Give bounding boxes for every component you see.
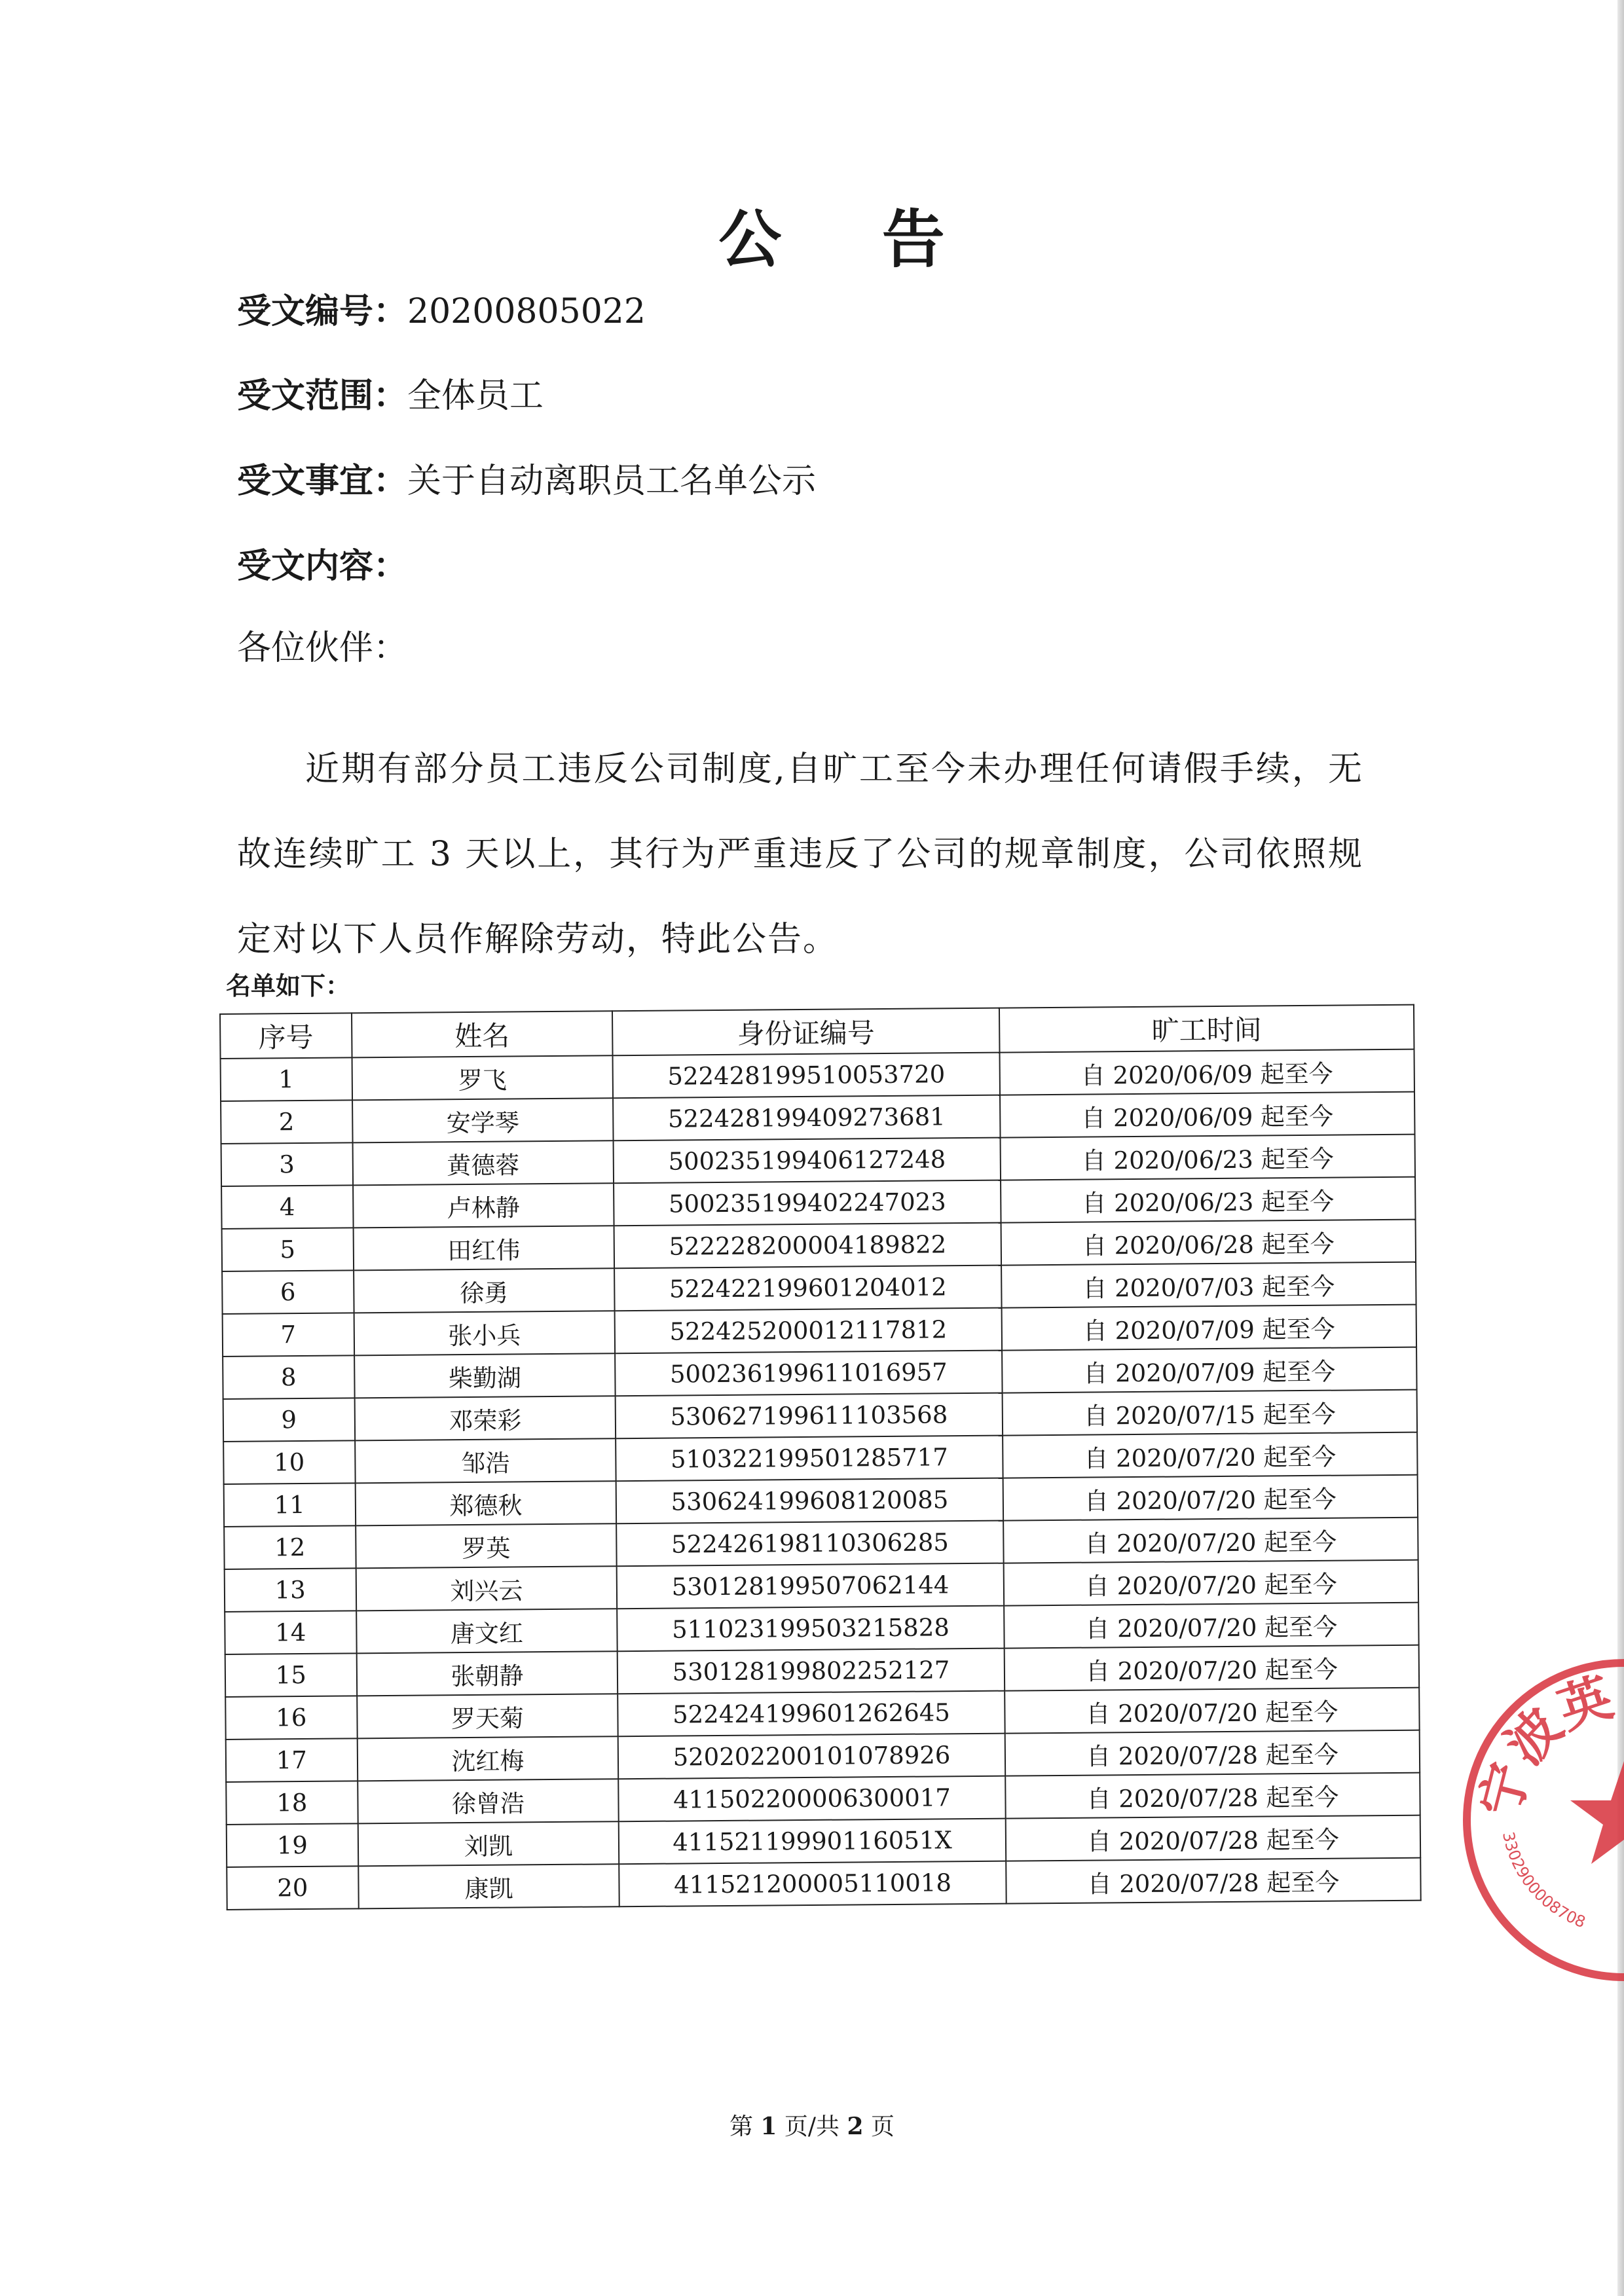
employee-name-cell: 刘凯	[358, 1821, 619, 1866]
scope-value: 全体员工	[407, 376, 544, 416]
id-number-cell: 522426198110306285	[616, 1521, 1003, 1567]
row-index-cell: 11	[224, 1483, 356, 1527]
id-number-cell: 511023199503215828	[617, 1606, 1004, 1652]
dismissal-table	[219, 1004, 1422, 1910]
page-footer	[0, 2108, 1624, 2141]
id-number-cell: 500236199611016957	[615, 1351, 1002, 1396]
employee-name-cell: 柴勤湖	[354, 1353, 616, 1398]
employee-name-cell: 张小兵	[354, 1311, 615, 1355]
row-index-cell: 10	[223, 1440, 355, 1484]
row-index-cell: 17	[226, 1738, 358, 1782]
seal-text: 宁波英	[1469, 1666, 1620, 1823]
id-number-cell: 522428199409273681	[613, 1095, 1000, 1141]
subject-label: 受文事宜：	[237, 462, 408, 501]
scope-row	[237, 376, 544, 416]
id-number-cell: 500235199402247023	[614, 1180, 1001, 1226]
id-number-cell: 522424199601262645	[618, 1691, 1005, 1737]
absence-period-cell: 自 2020/06/23 起至今	[1000, 1135, 1415, 1180]
company-seal	[1441, 1637, 1624, 2003]
row-index-cell: 6	[222, 1270, 354, 1314]
employee-name-cell: 沈红梅	[357, 1736, 618, 1781]
employee-name-cell: 卢林静	[353, 1183, 614, 1228]
row-index-cell: 19	[227, 1823, 358, 1867]
absence-period-cell: 自 2020/07/15 起至今	[1002, 1390, 1417, 1436]
row-index-cell: 1	[221, 1057, 352, 1101]
row-index-cell: 8	[223, 1355, 354, 1399]
employee-name-cell: 邓荣彩	[354, 1396, 616, 1440]
absence-period-cell: 自 2020/07/20 起至今	[1003, 1475, 1418, 1521]
absence-period-cell: 自 2020/07/20 起至今	[1004, 1645, 1419, 1691]
employee-name-cell: 郑德秋	[355, 1481, 616, 1525]
footer-suffix: 页	[871, 2113, 895, 2140]
content-label: 受文内容：	[237, 547, 408, 586]
employee-name-cell: 徐勇	[354, 1268, 615, 1313]
content-row	[237, 547, 407, 586]
employee-name-cell: 徐曾浩	[358, 1779, 619, 1823]
row-index-cell: 20	[227, 1866, 358, 1910]
employee-name-cell: 唐文红	[356, 1609, 618, 1653]
row-index-cell: 12	[224, 1525, 356, 1569]
id-number-cell: 522428199510053720	[613, 1053, 1000, 1099]
absence-period-cell: 自 2020/07/28 起至今	[1006, 1815, 1421, 1861]
header-absence-time: 旷工时间	[999, 1005, 1414, 1053]
footer-prefix: 第	[729, 2113, 753, 2140]
page-title: 公 告	[718, 203, 984, 276]
row-index-cell: 18	[226, 1781, 358, 1825]
id-number-cell: 522228200004189822	[614, 1223, 1001, 1269]
greeting: 各位伙伴：	[237, 629, 408, 668]
absence-period-cell: 自 2020/07/28 起至今	[1005, 1730, 1420, 1776]
subject-value: 关于自动离职员工名单公示	[407, 462, 817, 501]
employee-name-cell: 罗飞	[352, 1055, 613, 1100]
row-index-cell: 3	[221, 1142, 353, 1186]
absence-period-cell: 自 2020/06/28 起至今	[1001, 1220, 1416, 1266]
absence-period-cell: 自 2020/07/20 起至今	[1003, 1432, 1418, 1478]
id-number-cell: 411521200005110018	[619, 1861, 1006, 1907]
absence-period-cell: 自 2020/07/20 起至今	[1003, 1560, 1418, 1606]
absence-period-cell: 自 2020/06/09 起至今	[1000, 1092, 1415, 1138]
employee-name-cell: 罗英	[356, 1523, 617, 1568]
id-number-cell: 522422199601204012	[614, 1266, 1001, 1311]
absence-period-cell: 自 2020/07/20 起至今	[1003, 1518, 1418, 1563]
employee-name-cell: 田红伟	[353, 1226, 614, 1270]
footer-total-pages: 2	[847, 2113, 864, 2140]
id-number-cell: 41152119990116051X	[619, 1819, 1006, 1865]
row-index-cell: 14	[225, 1611, 356, 1654]
footer-page-number: 1	[760, 2113, 777, 2140]
footer-mid: 页/共	[784, 2113, 840, 2140]
seal-number: 3302900008708	[1498, 1830, 1589, 1932]
list-heading: 名单如下：	[226, 972, 351, 1000]
doc-number-value: 20200805022	[407, 292, 646, 331]
header-id-number: 身份证编号	[612, 1008, 999, 1056]
id-number-cell: 530128199507062144	[617, 1563, 1004, 1609]
absence-period-cell: 自 2020/06/23 起至今	[1001, 1177, 1416, 1223]
subject-row	[237, 462, 816, 501]
row-index-cell: 9	[223, 1398, 355, 1442]
employee-name-cell: 邹浩	[355, 1438, 616, 1483]
doc-number-row	[237, 292, 646, 331]
id-number-cell: 530627199611103568	[616, 1393, 1003, 1439]
employee-name-cell: 罗天菊	[357, 1694, 618, 1738]
absence-period-cell: 自 2020/07/28 起至今	[1005, 1773, 1420, 1819]
row-index-cell: 5	[222, 1228, 354, 1271]
employee-name-cell: 张朝静	[356, 1651, 618, 1696]
employee-name-cell: 安学琴	[352, 1098, 614, 1142]
employee-name-cell: 黄德蓉	[352, 1140, 614, 1185]
notice-body: 近期有部分员工违反公司制度,自旷工至今未办理任何请假手续，无故连续旷工 3 天以上，其行为严重违反了公司的规章制度，公司依照规定对以下人员作解除劳动，特此公告。	[237, 750, 1363, 959]
row-index-cell: 2	[221, 1100, 352, 1144]
id-number-cell: 510322199501285717	[616, 1436, 1003, 1482]
absence-period-cell: 自 2020/07/03 起至今	[1001, 1262, 1416, 1308]
row-index-cell: 4	[221, 1185, 353, 1229]
table-row	[227, 1858, 1420, 1910]
row-index-cell: 16	[225, 1696, 357, 1740]
row-index-cell: 7	[223, 1313, 354, 1357]
absence-period-cell: 自 2020/07/20 起至今	[1005, 1688, 1420, 1734]
id-number-cell: 530128199802252127	[618, 1649, 1005, 1694]
scope-label: 受文范围：	[237, 376, 408, 416]
table-body	[221, 1049, 1421, 1910]
row-index-cell: 13	[225, 1568, 356, 1612]
employee-name-cell: 康凯	[358, 1864, 619, 1908]
absence-period-cell: 自 2020/06/09 起至今	[999, 1049, 1414, 1095]
id-number-cell: 411502200006300017	[619, 1776, 1006, 1822]
id-number-cell: 530624199608120085	[616, 1478, 1003, 1524]
row-index-cell: 15	[225, 1653, 357, 1697]
absence-period-cell: 自 2020/07/28 起至今	[1006, 1858, 1421, 1904]
absence-period-cell: 自 2020/07/09 起至今	[1001, 1305, 1416, 1351]
id-number-cell: 500235199406127248	[614, 1138, 1001, 1184]
absence-period-cell: 自 2020/07/20 起至今	[1004, 1603, 1419, 1649]
id-number-cell: 522425200012117812	[615, 1308, 1002, 1354]
absence-period-cell: 自 2020/07/09 起至今	[1002, 1347, 1417, 1393]
header-name: 姓名	[352, 1011, 613, 1057]
id-number-cell: 520202200101078926	[618, 1734, 1005, 1779]
employee-name-cell: 刘兴云	[356, 1566, 617, 1611]
header-index: 序号	[220, 1013, 352, 1059]
seal-star-icon	[1570, 1761, 1624, 1864]
doc-number-label: 受文编号：	[237, 292, 408, 331]
